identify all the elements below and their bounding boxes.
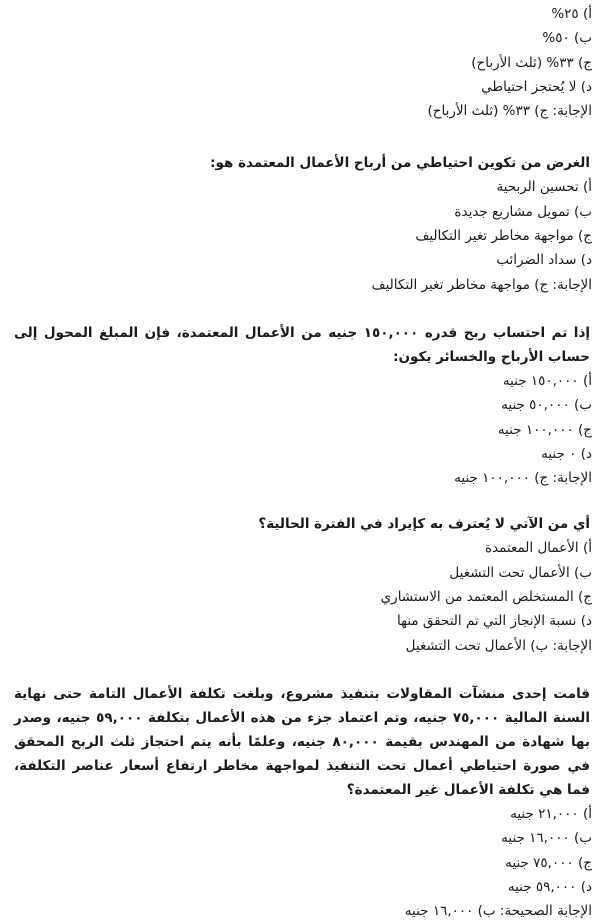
option-c: ج) ٧٥,٠٠٠ جنيه	[505, 854, 592, 871]
option-b: ب) ٥٠%	[542, 30, 592, 47]
question-text: أي من الآتي لا يُعترف به كإيراد في الفترة الحالية؟	[258, 516, 590, 533]
option-c: ج) ١٠٠,٠٠٠ جنيه	[497, 421, 592, 438]
option-d: د) لا يُحتجز احتياطي	[481, 78, 592, 95]
answer-line: الإجابة: ب) الأعمال تحت التشغيل	[405, 637, 592, 654]
option-d: د) نسبة الإنجاز التي تم التحقق منها	[396, 613, 592, 630]
option-d: د) سداد الضرائب	[496, 252, 592, 269]
option-d: د) ٠ جنيه	[541, 445, 592, 462]
option-a: أ) ١٥٠,٠٠٠ جنيه	[502, 372, 592, 389]
question-2-block	[14, 151, 592, 296]
option-b: ب) الأعمال تحت التشغيل	[449, 564, 592, 581]
option-a: أ) ٢٥%	[551, 6, 592, 22]
answer-line: الإجابة: ج) ١٠٠,٠٠٠ جنيه	[454, 470, 592, 487]
question-text: الغرض من تكوين احتياطي من أرباح الأعمال المعتمدة هو:	[210, 155, 590, 172]
option-c: ج) ٣٣% (ثلث الأرباح)	[471, 54, 592, 71]
answer-line: الإجابة: ج) مواجهة مخاطر تغير التكاليف	[371, 276, 592, 293]
question-5-block	[14, 682, 592, 923]
option-b: ب) تمويل مشاريع جديدة	[454, 203, 592, 220]
option-b: ب) ٥٠,٠٠٠ جنيه	[501, 397, 592, 414]
option-d: د) ٥٩,٠٠٠ جنيه	[507, 878, 592, 895]
question-text: إذا تم احتساب ربح قدره ١٥٠,٠٠٠ جنيه من الأعمال المعتمدة، فإن المبلغ المحول إلى حساب الأرباح والخسائر يكون:	[14, 324, 590, 365]
option-a: أ) الأعمال المعتمدة	[484, 540, 592, 557]
question-4-block	[14, 512, 592, 657]
option-a: أ) ٢١,٠٠٠ جنيه	[510, 805, 592, 822]
answer-line: الإجابة: ج) ٣٣% (ثلث الأرباح)	[427, 103, 592, 120]
option-b: ب) ١٦,٠٠٠ جنيه	[501, 830, 592, 847]
question-3-block	[14, 321, 592, 490]
option-a: أ) تحسين الربحية	[496, 179, 592, 196]
question-text: قامت إحدى منشآت المقاولات بتنفيذ مشروع، وبلغت تكلفة الأعمال التامة حتى نهاية السنة المالية ٧٥,٠٠٠ جنيه، وتم اعتماد جزء من هذه الأعمال بتكلفة ٥٩,٠٠٠ جنيه، وصدر بها شهادة من المهندس بقيمة ٨٠,٠٠٠ جنيه، وعلمًا بأنه يتم احتجاز ثلث الربح المحقق في صورة احتياطي أعمال تحت التنفيذ لمواجهة مخاطر ارتفاع أسعار عناصر التكلفة، فما هي تكلفة الأعمال غير المعتمدة؟	[14, 685, 590, 798]
option-c: ج) مواجهة مخاطر تغير التكاليف	[415, 228, 592, 245]
answer-line: الإجابة الصحيحة: ب) ١٦,٠٠٠ جنيه	[404, 903, 592, 920]
option-c: ج) المستخلص المعتمد من الاستشاري	[380, 589, 592, 606]
question-1-block	[14, 2, 592, 123]
